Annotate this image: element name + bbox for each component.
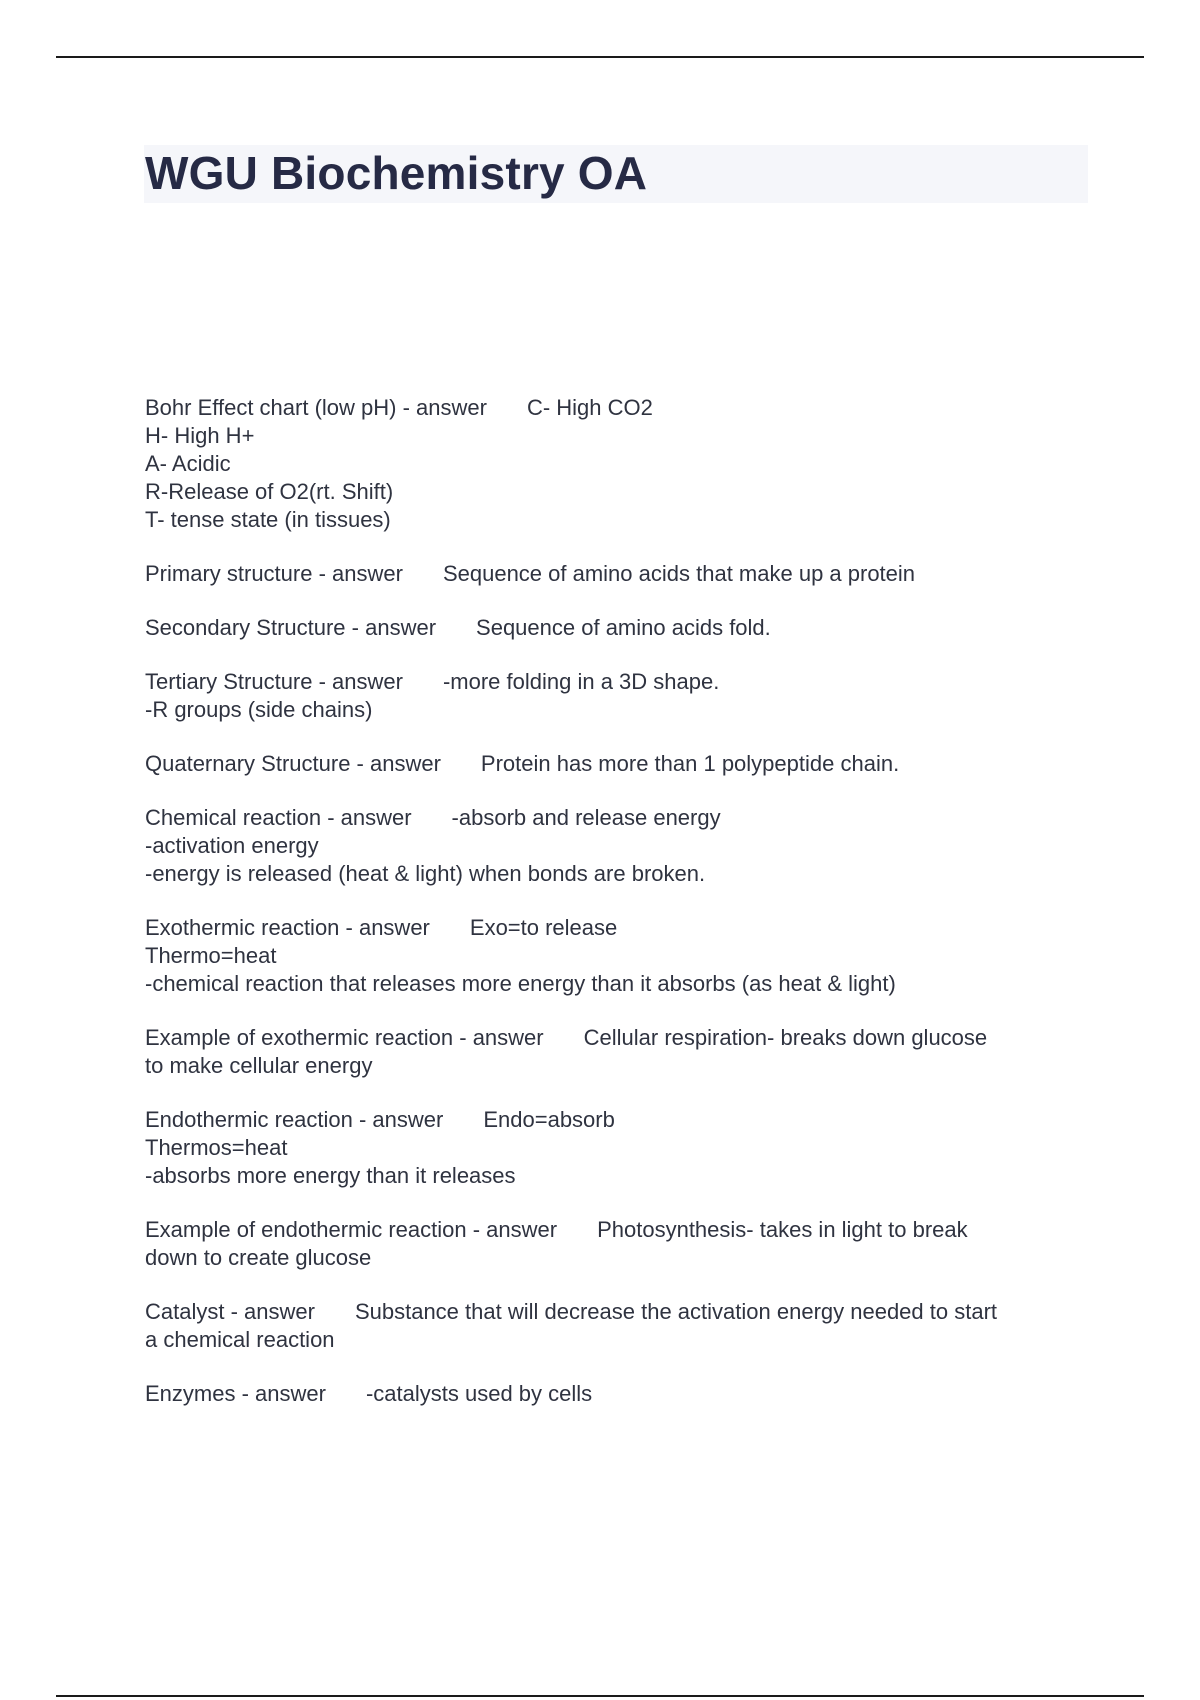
flashcard-answer-line: to make cellular energy bbox=[145, 1053, 373, 1078]
flashcard-answer: Photosynthesis- takes in light to break bbox=[597, 1217, 968, 1242]
flashcard bbox=[145, 668, 1085, 724]
flashcard-answer: Sequence of amino acids fold. bbox=[476, 615, 771, 640]
flashcard-answer-line: -activation energy bbox=[145, 833, 319, 858]
flashcard-answer-line: a chemical reaction bbox=[145, 1327, 335, 1352]
flashcard-question: Enzymes - answer bbox=[145, 1381, 326, 1406]
flashcard-answer-line: -energy is released (heat & light) when bonds are broken. bbox=[145, 861, 706, 886]
flashcard-question: Secondary Structure - answer bbox=[145, 615, 437, 640]
page-title: WGU Biochemistry OA bbox=[145, 147, 648, 199]
flashcard-answer: Exo=to release bbox=[469, 915, 618, 940]
flashcard-answer: Substance that will decrease the activation energy needed to start bbox=[354, 1299, 998, 1324]
flashcard-question: Tertiary Structure - answer bbox=[145, 669, 403, 694]
flashcard-answer: Endo=absorb bbox=[483, 1107, 615, 1132]
flashcard-first-line bbox=[145, 1106, 1085, 1134]
flashcard-first-line bbox=[145, 1380, 1085, 1408]
flashcard-first-line bbox=[145, 1024, 1085, 1052]
flashcard bbox=[145, 614, 1085, 642]
flashcard bbox=[145, 560, 1085, 588]
flashcard-first-line bbox=[145, 1298, 1085, 1326]
top-rule bbox=[56, 56, 1144, 58]
flashcard bbox=[145, 1216, 1085, 1272]
flashcard-question: Catalyst - answer bbox=[145, 1299, 315, 1324]
flashcard-answer-line: down to create glucose bbox=[145, 1245, 372, 1270]
flashcard-question: Chemical reaction - answer bbox=[145, 805, 412, 830]
flashcard bbox=[145, 914, 1085, 998]
flashcard bbox=[145, 750, 1085, 778]
flashcard-answer: Sequence of amino acids that make up a protein bbox=[442, 561, 916, 586]
flashcard-answer-line: H- High H+ bbox=[145, 423, 255, 448]
flashcard-answer-line: R-Release of O2(rt. Shift) bbox=[145, 479, 394, 504]
flashcard-first-line bbox=[145, 1216, 1085, 1244]
flashcard-first-line bbox=[145, 914, 1085, 942]
flashcard-answer: -absorb and release energy bbox=[451, 805, 721, 830]
flashcard bbox=[145, 394, 1085, 534]
flashcard-answer-line: -R groups (side chains) bbox=[145, 697, 373, 722]
bottom-rule bbox=[56, 1695, 1144, 1697]
flashcard bbox=[145, 1106, 1085, 1190]
flashcard-answer: -more folding in a 3D shape. bbox=[442, 669, 720, 694]
flashcard-question: Quaternary Structure - answer bbox=[145, 751, 441, 776]
flashcard-question: Example of exothermic reaction - answer bbox=[145, 1025, 544, 1050]
flashcard-first-line bbox=[145, 394, 1085, 422]
flashcard-answer-line: A- Acidic bbox=[145, 451, 231, 476]
flashcard-question: Example of endothermic reaction - answer bbox=[145, 1217, 558, 1242]
flashcard-answer-line: -absorbs more energy than it releases bbox=[145, 1163, 516, 1188]
flashcard-first-line bbox=[145, 750, 1085, 778]
flashcard-first-line bbox=[145, 804, 1085, 832]
flashcard-question: Primary structure - answer bbox=[145, 561, 403, 586]
flashcard-list bbox=[145, 394, 1085, 1434]
flashcard-question: Bohr Effect chart (low pH) - answer bbox=[145, 395, 487, 420]
flashcard-answer-line: Thermos=heat bbox=[145, 1135, 288, 1160]
flashcard-answer: C- High CO2 bbox=[526, 395, 653, 420]
flashcard-answer-line: T- tense state (in tissues) bbox=[145, 507, 391, 532]
flashcard bbox=[145, 1298, 1085, 1354]
flashcard-answer-line: -chemical reaction that releases more energy than it absorbs (as heat & light) bbox=[145, 971, 896, 996]
flashcard bbox=[145, 1024, 1085, 1080]
flashcard-first-line bbox=[145, 560, 1085, 588]
flashcard-answer: Cellular respiration- breaks down glucose bbox=[583, 1025, 988, 1050]
flashcard-answer: Protein has more than 1 polypeptide chain. bbox=[480, 751, 900, 776]
flashcard-question: Exothermic reaction - answer bbox=[145, 915, 430, 940]
flashcard bbox=[145, 1380, 1085, 1408]
flashcard bbox=[145, 804, 1085, 888]
flashcard-first-line bbox=[145, 614, 1085, 642]
flashcard-first-line bbox=[145, 668, 1085, 696]
flashcard-answer-line: Thermo=heat bbox=[145, 943, 277, 968]
flashcard-question: Endothermic reaction - answer bbox=[145, 1107, 444, 1132]
flashcard-answer: -catalysts used by cells bbox=[365, 1381, 593, 1406]
